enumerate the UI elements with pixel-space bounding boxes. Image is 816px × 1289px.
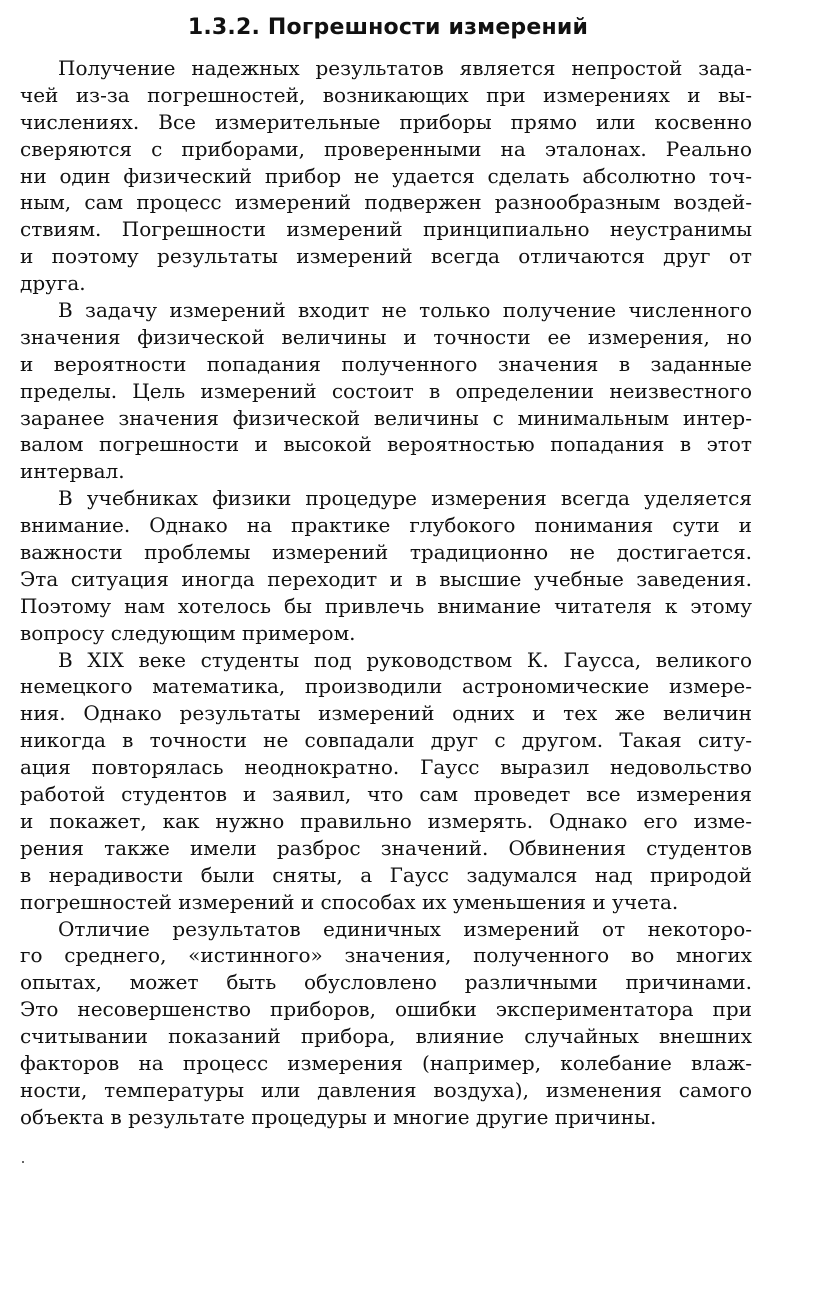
text-line: объекта в результате процедуры и многие другие причины. <box>20 1104 657 1129</box>
text-line: Это несовершенство приборов, ошибки экспериментатора при <box>20 997 752 1022</box>
text-line: В учебниках физики процедуре измерения всегда уделяется <box>58 486 752 511</box>
text-line: погрешностей измерений и способах их уменьшения и учета. <box>20 889 679 914</box>
text-line: В задачу измерений входит не только получение численного <box>58 298 752 323</box>
paragraph-5 <box>20 916 752 1131</box>
text-line: никогда в точности не совпадали друг с другом. Такая ситу- <box>20 728 752 753</box>
text-line: ация повторялась неоднократно. Гаусс выразил недовольство <box>20 755 752 780</box>
text-line: в нерадивости были сняты, а Гаусс задумался над природой <box>20 862 752 887</box>
text-line: и поэтому результаты измерений всегда отличаются друг от <box>20 244 752 269</box>
text-line: немецкого математика, производили астрономические измере- <box>20 674 752 699</box>
text-line: Получение надежных результатов является непростой зада- <box>58 56 752 80</box>
text-line: ности, температуры или давления воздуха), изменения самого <box>20 1077 752 1102</box>
text-line: ствиям. Погрешности измерений принципиально неустранимы <box>20 217 752 242</box>
text-line: интервал. <box>20 459 125 484</box>
text-line: ни один физический прибор не удается сделать абсолютно точ- <box>20 163 752 188</box>
text-line: внимание. Однако на практике глубокого понимания сути и <box>20 513 752 538</box>
scan-speck <box>22 1161 24 1163</box>
paragraph-1 <box>20 55 752 297</box>
text-line: В XIX веке студенты под руководством К. Гаусса, великого <box>58 647 752 672</box>
paragraph-2 <box>20 297 752 485</box>
text-line: сверяются с приборами, проверенными на эталонах. Реально <box>20 136 752 161</box>
text-line: Поэтому нам хотелось бы привлечь внимание читателя к этому <box>20 593 752 618</box>
text-line: заранее значения физической величины с минимальным интер- <box>20 405 752 430</box>
text-line: считывании показаний прибора, влияние случайных внешних <box>20 1024 752 1049</box>
text-line: друга. <box>20 271 86 296</box>
text-line: и вероятности попадания полученного значения в заданные <box>20 351 752 376</box>
paragraph-4 <box>20 647 752 916</box>
text-line: работой студентов и заявил, что сам проведет все измерения <box>20 782 752 807</box>
text-line: вопросу следующим примером. <box>20 620 356 645</box>
text-line: Эта ситуация иногда переходит и в высшие учебные заведения. <box>20 566 752 591</box>
text-line: ным, сам процесс измерений подвержен разнообразным воздей- <box>20 190 752 215</box>
text-line: ния. Однако результаты измерений одних и тех же величин <box>20 701 752 726</box>
text-line: валом погрешности и высокой вероятностью попадания в этот <box>20 432 752 457</box>
text-line: числениях. Все измерительные приборы прямо или косвенно <box>20 109 752 134</box>
text-line: рения также имели разброс значений. Обвинения студентов <box>20 835 752 860</box>
text-line: го среднего, «истинного» значения, полученного во многих <box>20 943 752 968</box>
text-line: и покажет, как нужно правильно измерять. Однако его изме- <box>20 808 752 833</box>
section-heading: 1.3.2. Погрешности измерений <box>187 15 589 40</box>
paragraph-3 <box>20 485 752 646</box>
text-line: факторов на процесс измерения (например, колебание влаж- <box>20 1050 752 1075</box>
text-line: значения физической величины и точности ее измерения, но <box>20 324 752 349</box>
text-line: пределы. Цель измерений состоит в определении неизвестного <box>20 378 752 403</box>
document-body <box>20 55 752 1131</box>
text-line: Отличие результатов единичных измерений от некоторо- <box>58 916 752 941</box>
text-line: чей из-за погрешностей, возникающих при измерениях и вы- <box>20 82 752 107</box>
text-line: опытах, может быть обусловлено различными причинами. <box>20 970 752 995</box>
text-line: важности проблемы измерений традиционно не достигается. <box>20 540 752 565</box>
